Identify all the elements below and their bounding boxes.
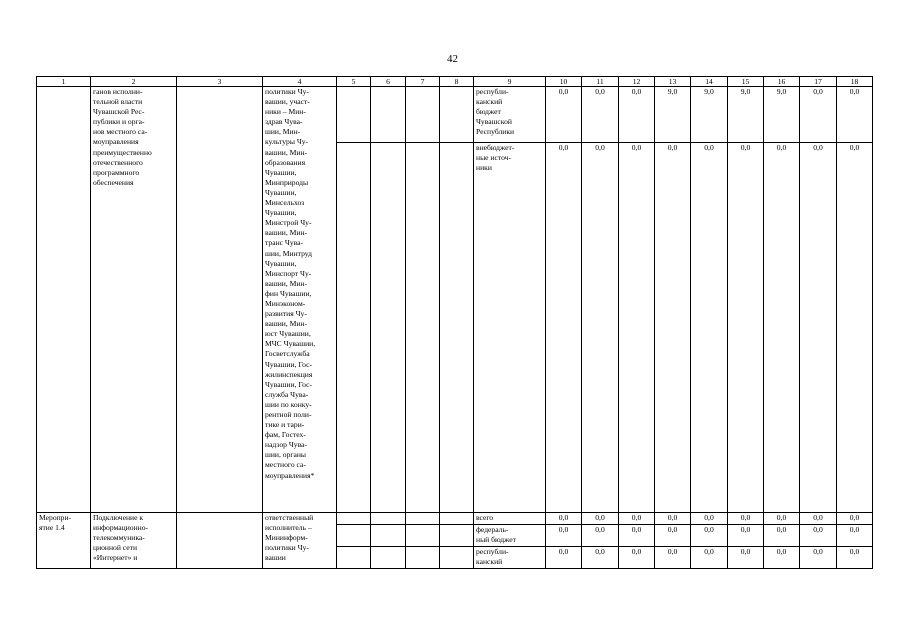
value-cell: 0,0 <box>800 524 837 546</box>
value-cell: 0,0 <box>728 546 764 568</box>
value-cell: 9,0 <box>691 87 728 143</box>
code-cell <box>406 524 440 546</box>
responsible-executor-cell: ответственный исполнитель – Мининформ- политики Чу- вашии <box>263 512 337 568</box>
value-cell: 0,0 <box>582 512 619 524</box>
column-number: 18 <box>837 77 873 87</box>
value-cell: 0,0 <box>800 512 837 524</box>
value-cell: 0,0 <box>837 546 873 568</box>
value-cell: 0,0 <box>764 524 800 546</box>
funding-source-cell: внебюджет- ные источ- ники <box>474 143 546 513</box>
code-cell <box>406 546 440 568</box>
code-cell <box>371 143 406 513</box>
value-cell: 0,0 <box>837 512 873 524</box>
column-number: 2 <box>91 77 177 87</box>
value-cell: 0,0 <box>655 512 691 524</box>
column-number: 11 <box>582 77 619 87</box>
funding-source-cell: федераль- ный бюджет <box>474 524 546 546</box>
code-cell <box>337 512 371 524</box>
code-cell <box>337 143 371 513</box>
column-number: 1 <box>37 77 91 87</box>
code-cell <box>406 512 440 524</box>
code-cell <box>440 87 474 143</box>
code-cell <box>440 512 474 524</box>
value-cell: 0,0 <box>582 143 619 513</box>
value-cell: 0,0 <box>546 524 582 546</box>
page-number: 42 <box>447 53 458 65</box>
value-cell: 0,0 <box>764 512 800 524</box>
value-cell: 0,0 <box>691 512 728 524</box>
column-number: 9 <box>474 77 546 87</box>
budget-table <box>36 76 873 569</box>
funding-source-cell: республи- канский <box>474 546 546 568</box>
code-cell <box>406 143 440 513</box>
value-cell: 0,0 <box>546 143 582 513</box>
value-cell: 0,0 <box>582 524 619 546</box>
column-number: 14 <box>691 77 728 87</box>
measure-cell <box>37 87 91 513</box>
value-cell: 0,0 <box>619 87 655 143</box>
measure-name-cell: ганов исполни- тельной власти Чувашской Рес- публики и орга- нов местного са- моуправления преимущественно отечественного программного обеспечения <box>91 87 177 513</box>
funding-source-cell: республи- канский бюджет Чувашской Республики <box>474 87 546 143</box>
value-cell: 0,0 <box>691 143 728 513</box>
value-cell: 0,0 <box>619 512 655 524</box>
code-cell <box>337 87 371 143</box>
value-cell: 0,0 <box>764 143 800 513</box>
value-cell: 0,0 <box>800 546 837 568</box>
value-cell: 0,0 <box>655 524 691 546</box>
value-cell: 0,0 <box>619 524 655 546</box>
value-cell: 0,0 <box>546 546 582 568</box>
code-cell <box>371 512 406 524</box>
value-cell: 0,0 <box>582 87 619 143</box>
value-cell: 0,0 <box>655 546 691 568</box>
code-cell <box>371 87 406 143</box>
column-number: 4 <box>263 77 337 87</box>
column-number: 15 <box>728 77 764 87</box>
column-number-row <box>37 77 873 87</box>
column-number: 17 <box>800 77 837 87</box>
code-cell <box>440 546 474 568</box>
value-cell: 0,0 <box>582 546 619 568</box>
table-row <box>37 512 873 524</box>
measure-name-cell: Подключение к информационно- телекоммуника- ционной сети «Интернет» и <box>91 512 177 568</box>
funding-source-cell: всего <box>474 512 546 524</box>
empty-cell <box>177 87 263 513</box>
column-number: 3 <box>177 77 263 87</box>
value-cell: 0,0 <box>546 87 582 143</box>
value-cell: 0,0 <box>691 524 728 546</box>
value-cell: 0,0 <box>728 143 764 513</box>
code-cell <box>337 546 371 568</box>
value-cell: 0,0 <box>837 143 873 513</box>
table-row <box>37 87 873 143</box>
code-cell <box>440 524 474 546</box>
column-number: 10 <box>546 77 582 87</box>
column-number: 6 <box>371 77 406 87</box>
value-cell: 0,0 <box>655 143 691 513</box>
value-cell: 0,0 <box>619 546 655 568</box>
measure-number-cell: Меропри- ятие 1.4 <box>37 512 91 568</box>
empty-cell <box>177 512 263 568</box>
value-cell: 0,0 <box>728 512 764 524</box>
column-number: 12 <box>619 77 655 87</box>
column-number: 8 <box>440 77 474 87</box>
value-cell: 0,0 <box>837 524 873 546</box>
code-cell <box>337 524 371 546</box>
value-cell: 0,0 <box>619 143 655 513</box>
column-number: 7 <box>406 77 440 87</box>
code-cell <box>406 87 440 143</box>
code-cell <box>371 524 406 546</box>
value-cell: 0,0 <box>800 87 837 143</box>
column-number: 5 <box>337 77 371 87</box>
value-cell: 0,0 <box>691 546 728 568</box>
value-cell: 0,0 <box>728 524 764 546</box>
value-cell: 9,0 <box>655 87 691 143</box>
code-cell <box>440 143 474 513</box>
value-cell: 0,0 <box>546 512 582 524</box>
value-cell: 9,0 <box>728 87 764 143</box>
value-cell: 0,0 <box>837 87 873 143</box>
code-cell <box>371 546 406 568</box>
value-cell: 9,0 <box>764 87 800 143</box>
column-number: 13 <box>655 77 691 87</box>
value-cell: 0,0 <box>764 546 800 568</box>
column-number: 16 <box>764 77 800 87</box>
value-cell: 0,0 <box>800 143 837 513</box>
responsible-executor-cell: политики Чу- вашии, участ- ники – Мин- здрав Чува- шии, Мин- культуры Чу- вашии, Мин- образования Чувашии, Минприроды Чувашии, Минсельхоз Чувашии, Минстрой Чу- вашии, Мин- транс Чува- шии, Минтруд Чувашии, Минспорт Чу- вашии, Мин- фин Чувашии, Минэконом- развития Чу- вашии, Мин- юст Чувашии, МЧС Чувашии, Госветслужба Чувашии, Гос- жилинспекция Чувашии, Гос- служба Чува- шии по конку- рентной поли- тике и тари- фам, Гостех- надзор Чува- шии, органы местного са- моуправления* <box>263 87 337 513</box>
